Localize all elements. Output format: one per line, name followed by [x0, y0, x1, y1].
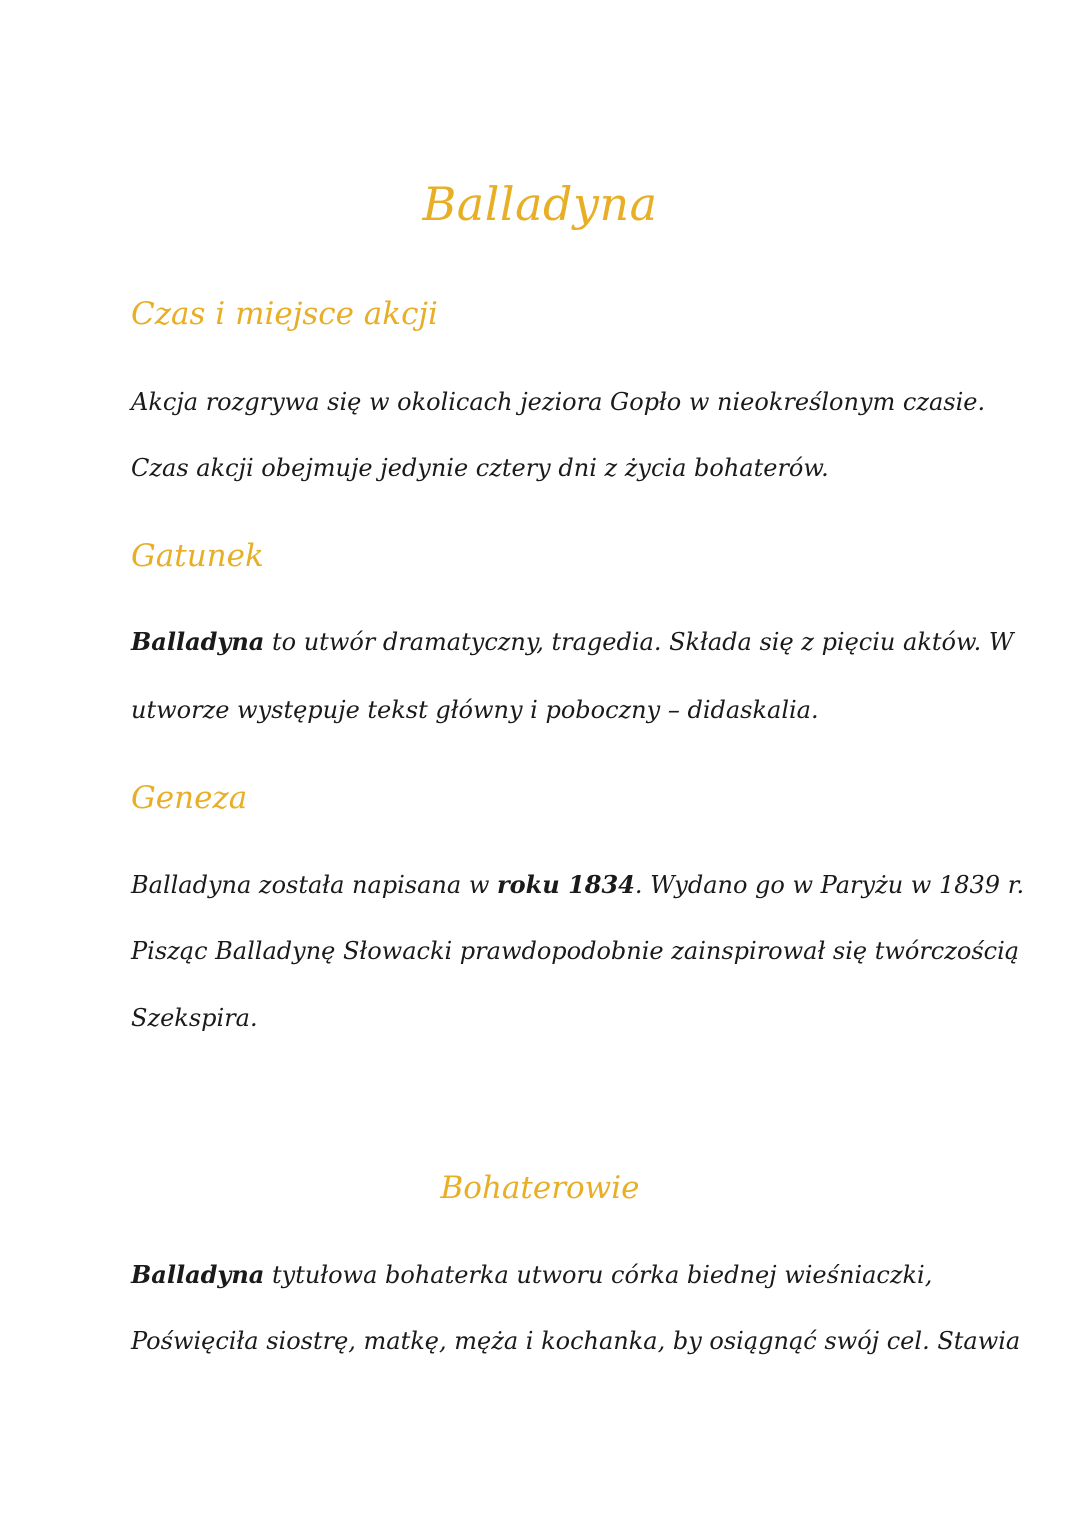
heading-gatunek: Gatunek: [131, 538, 264, 574]
bold-term: Balladyna: [131, 627, 265, 656]
heading-bohaterowie: Bohaterowie: [440, 1170, 640, 1206]
paragraph-text: . Wydano go w Paryżu w 1839 r.: [634, 871, 1025, 899]
paragraph-line: utworze występuje tekst główny i poboczny – didaskalia.: [131, 696, 819, 724]
bold-term: roku 1834: [497, 870, 635, 899]
paragraph-line: [131, 624, 1014, 660]
heading-geneza: Geneza: [131, 780, 248, 816]
paragraph-text: Balladyna została napisana w: [131, 871, 497, 899]
paragraph-line: Czas akcji obejmuje jedynie cztery dni z życia bohaterów.: [131, 454, 829, 482]
paragraph-line: Szekspira.: [131, 1004, 258, 1032]
heading-czas-i-miejsce-akcji: Czas i miejsce akcji: [131, 296, 438, 332]
bold-term: Balladyna: [131, 1260, 265, 1289]
paragraph-line: Akcja rozgrywa się w okolicach jeziora Gopło w nieokreślonym czasie.: [131, 388, 986, 416]
paragraph-text: to utwór dramatyczny, tragedia. Składa się z pięciu aktów. W: [264, 628, 1014, 656]
paragraph-line: [131, 867, 1025, 903]
paragraph-line: Poświęciła siostrę, matkę, męża i kochanka, by osiągnąć swój cel. Stawia: [131, 1327, 1021, 1355]
paragraph-line: Pisząc Balladynę Słowacki prawdopodobnie zainspirował się twórczością: [131, 937, 1020, 965]
paragraph-text: tytułowa bohaterka utworu córka biednej wieśniaczki,: [264, 1261, 933, 1289]
paragraph-line: [131, 1257, 951, 1293]
document-title: Balladyna: [422, 177, 658, 231]
